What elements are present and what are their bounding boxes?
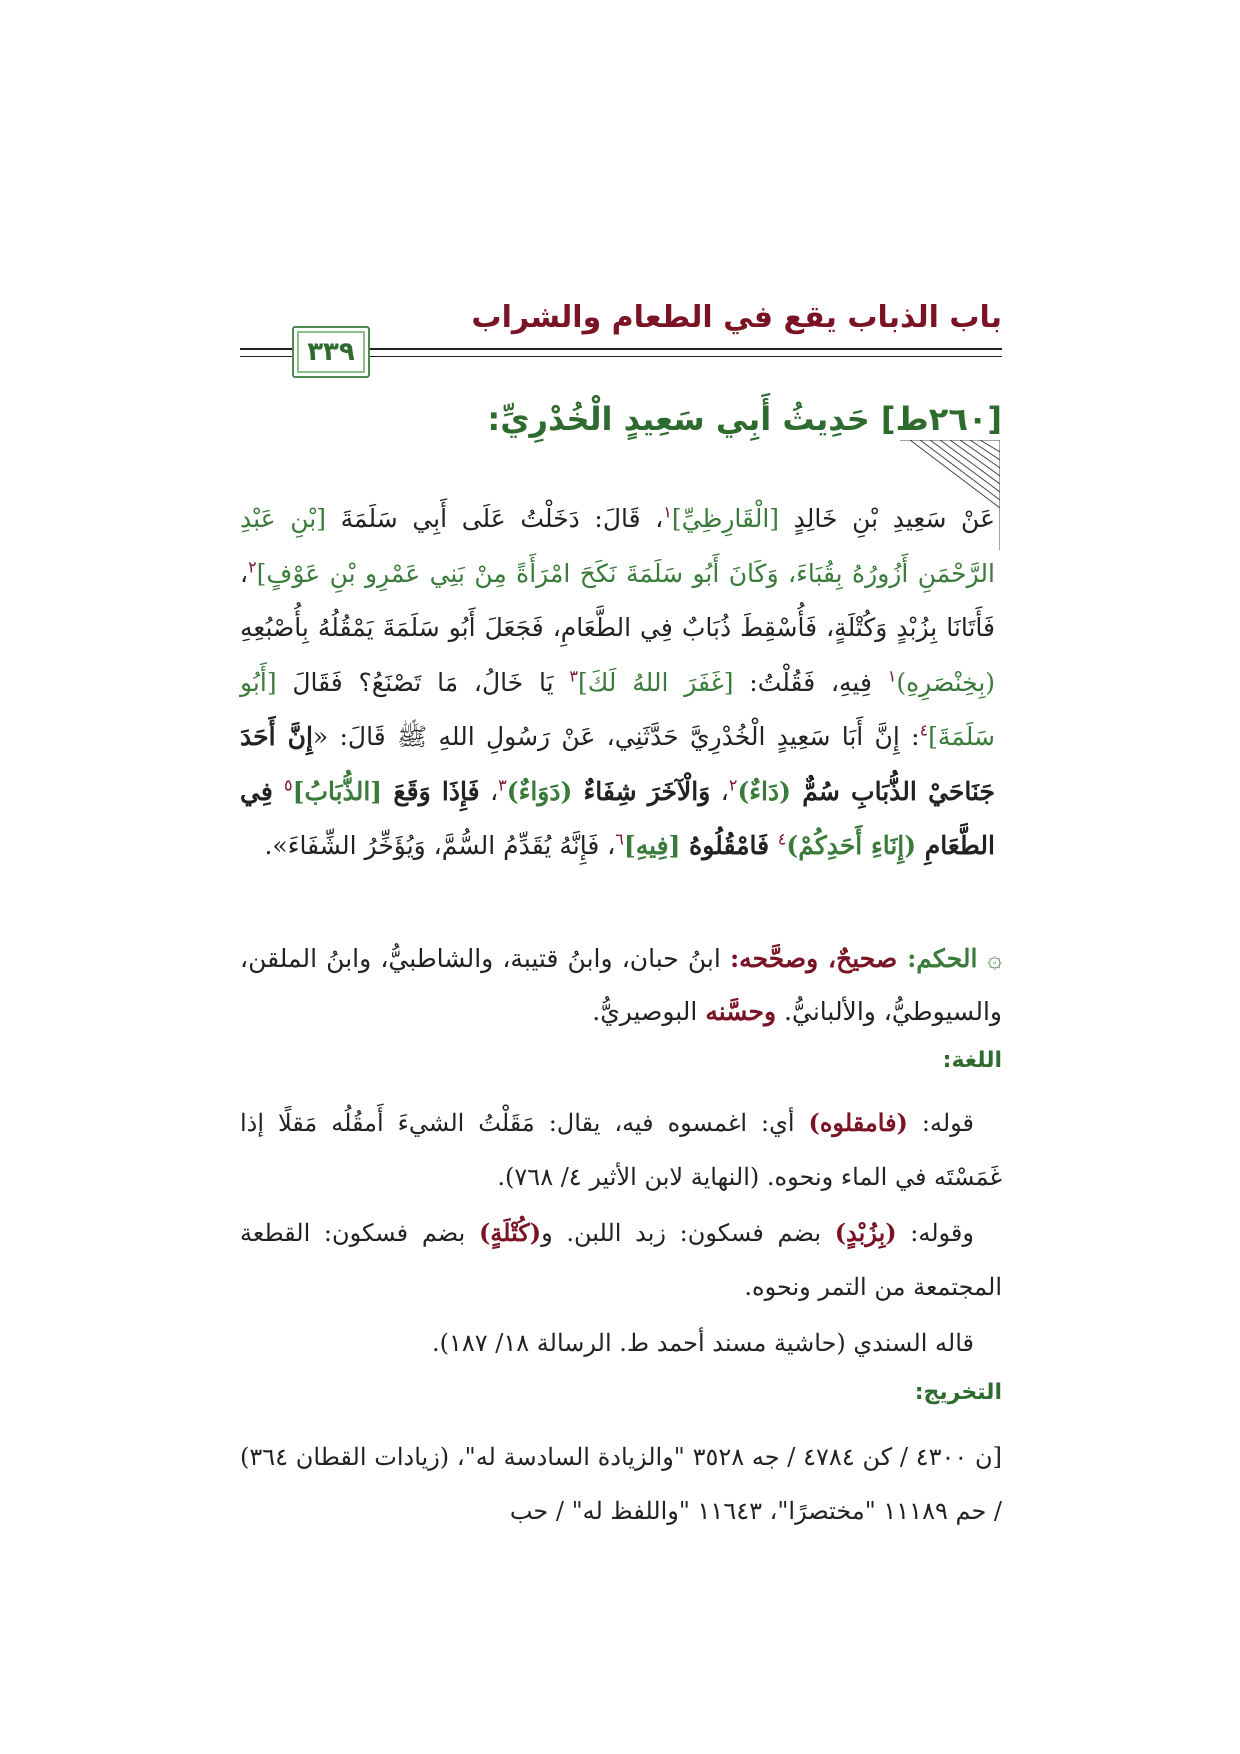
prophetic-saying: فَإِذَا وَقَعَ	[393, 776, 480, 806]
lugha-source: قاله السندي (حاشية مسند أحمد ط. الرسالة ١٨/ ١٨٧).	[431, 1329, 974, 1357]
takhrij-heading: التخريج:	[914, 1380, 1002, 1405]
para-text: وقوله:	[896, 1219, 974, 1247]
hadith-text: فِيهِ، فَقُلْتُ:	[733, 667, 888, 697]
para-text: قوله:	[907, 1109, 975, 1137]
ruling-hasan: وحسَّنه	[705, 997, 777, 1026]
ruling-label: الحكم:	[897, 944, 988, 973]
defined-word: (بِزُبْدٍ)	[834, 1218, 897, 1247]
narrator-addition: [الْقَارِظِيِّ]	[671, 504, 780, 533]
defined-word: (كُتْلَةٍ)	[478, 1218, 542, 1247]
para-text: بضم فسكون: زبد اللبن. و	[541, 1219, 835, 1247]
hadith-title: [٢٦٠ط] حَدِيثُ أَبِي سَعِيدٍ الْخُدْرِيِّ:	[487, 400, 1002, 438]
page-header	[240, 300, 1002, 380]
page-number-badge	[292, 326, 370, 378]
footnote-marker: ٤	[919, 720, 929, 740]
lugha-heading: اللغة:	[942, 1048, 1002, 1073]
variant-wording: (دَاءٌ)	[737, 776, 803, 806]
narrator-addition: [غَفَرَ اللهُ لَكَ]	[577, 667, 734, 697]
hadith-text: ، قَالَ: دَخَلْتُ عَلَى أَبِي سَلَمَةَ	[325, 504, 664, 533]
variant-wording: (بِخِنْصَرِهِ)	[896, 667, 996, 697]
lugha-paragraph-2	[240, 1206, 1002, 1314]
ruling-text: ابنُ حبان، وابنُ قتيبة، والشاطبيُّ، وابنُ الملقن، والسيوطيُّ، والألبانيُّ.	[240, 944, 1002, 1026]
hadith-text: ،	[479, 776, 499, 806]
lugha-paragraph-1	[240, 1096, 1002, 1204]
para-text: أي: اغمسوه فيه، يقال: مَقَلْتُ الشيءَ أَمقُلُه مَقلًا إذا غَمَسْتَه في الماء ونحوه. (النهاية لابن الأثير ٤/ ٧٦٨).	[240, 1109, 1002, 1191]
variant-wording: (دَوَاءٌ)	[506, 776, 584, 806]
narrator-addition: [أَبُو سَلَمَةَ]	[240, 667, 995, 751]
hadith-body	[240, 492, 995, 874]
narrator-addition: [الذُّبَابُ]	[292, 776, 394, 806]
ruling-value: صحيحٌ، وصحَّحه:	[729, 944, 898, 973]
hadith-text: ، فَإِنَّهُ يُقَدِّمُ السُّمَّ، وَيُؤَخِّرُ الشِّفَاءَ».	[264, 831, 616, 860]
hadith-text: عَنْ سَعِيدِ بْنِ خَالِدٍ	[779, 504, 995, 533]
variant-wording: (إِنَاءِ أَحَدِكُمْ)	[786, 831, 925, 860]
hadith-text: ،	[710, 776, 729, 806]
footnote-marker: ٣	[498, 775, 507, 795]
prophetic-saying: فِي الطَّعَامِ	[240, 776, 995, 860]
hadith-text: ، فَأَتَانَا بِزُبْدٍ وَكُتْلَةٍ، فَأُسْقِطَ ذُبَابٌ فِي الطَّعَامِ، فَجَعَلَ أَبُو سَلَمَةَ يَمْقُلُهُ بِأُصْبُعِهِ	[240, 558, 995, 642]
footnote-marker: ٦	[615, 829, 624, 849]
takhrij-paragraph: [ن ٤٣٠٠ / كن ٤٧٨٤ / جه ٣٥٢٨ "والزيادة السادسة له"، (زيادات القطان ٣٦٤) / حم ١١١٨٩ "مختصرًا"، ١١٦٤٣ "واللفظ له" / حب	[240, 1443, 1002, 1525]
ruling-paragraph	[240, 932, 1002, 1038]
hadith-text: يَا خَالُ، مَا تَصْنَعُ؟ فَقَالَ	[276, 667, 570, 697]
footnote-marker: ١	[663, 502, 672, 522]
ruling-text: البوصيريُّ.	[592, 997, 706, 1026]
narrator-addition: [فِيهِ]	[623, 831, 690, 860]
hadith-text: : إِنَّ أَبَا سَعِيدٍ الْخُدْرِيَّ حَدَّثَنِي، عَنْ رَسُولِ اللهِ ﷺ قَالَ: «	[312, 722, 920, 751]
footnote-marker: ٣	[569, 666, 578, 686]
para-text: بضم فسكون: القطعة المجتمعة من التمر ونحوه.	[240, 1219, 1002, 1301]
defined-word: (فامقلوه)	[808, 1108, 908, 1137]
prophetic-saying: إِنَّ أَحَدَ جَنَاحَيْ الذُّبَابِ سُمٌّ	[240, 722, 995, 806]
footnote-marker: ٢	[248, 557, 257, 577]
narrator-addition: [بْنِ عَبْدِ الرَّحْمَنِ أَزُورُهُ بِقُبَاءَ، وَكَانَ أَبُو سَلَمَةَ نَكَحَ امْرَأَةً مِنْ بَنِي عَمْرِو بْنِ عَوْفٍ]	[240, 504, 995, 588]
ornament-icon: ۞	[987, 944, 1002, 973]
page-number: ٣٣٩	[307, 337, 355, 367]
footnote-marker: ٥	[284, 775, 293, 795]
footnote-marker: ١	[887, 666, 897, 686]
footnote-marker: ٤	[777, 829, 787, 849]
footnote-marker: ٢	[728, 775, 738, 795]
prophetic-saying: فَامْقُلُوهُ	[689, 831, 778, 860]
prophetic-saying: وَالْآخَرَ شِفَاءٌ	[583, 776, 711, 806]
chapter-title: باب الذباب يقع في الطعام والشراب	[471, 300, 1002, 335]
